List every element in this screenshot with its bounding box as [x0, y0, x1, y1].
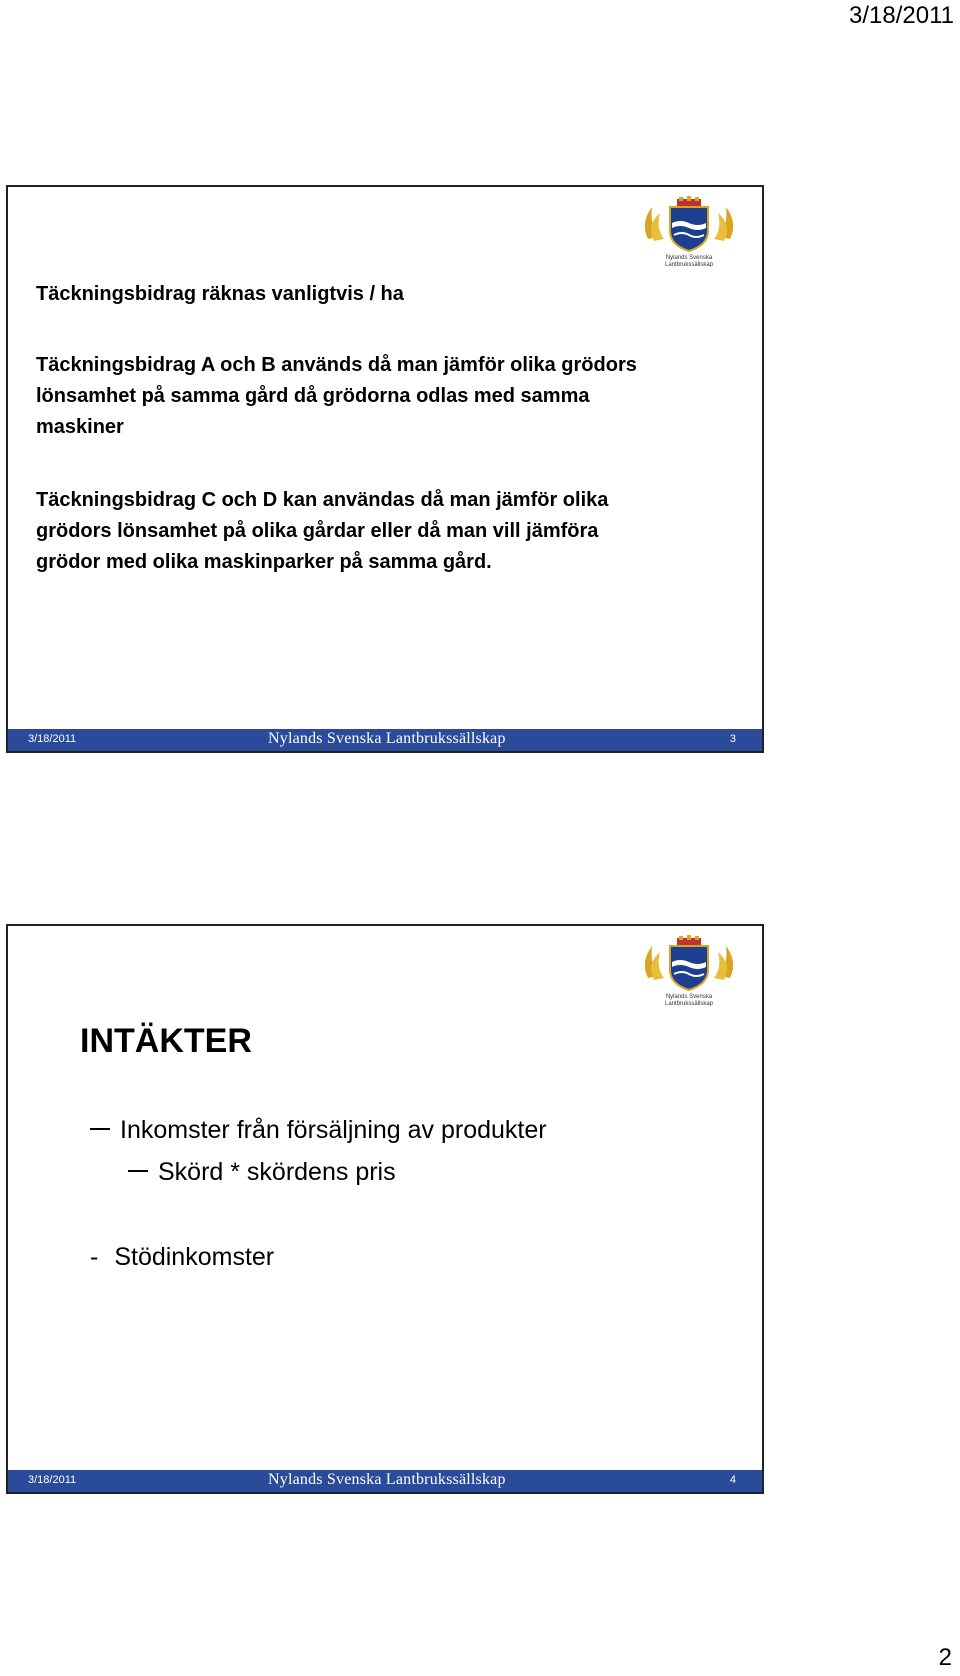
slide-footer	[8, 729, 762, 751]
slide-3-body	[36, 279, 738, 620]
paragraph-1: Täckningsbidrag räknas vanligtvis / ha	[36, 283, 404, 305]
footer-date: 3/18/2011	[28, 1474, 77, 1486]
hyphen-bullet-icon: -	[90, 1243, 99, 1271]
dash-bullet-icon	[128, 1170, 148, 1172]
footer-slide-number: 3	[729, 733, 736, 745]
logo-line2: Lantbrukssällskap	[664, 1001, 714, 1006]
bullet-text: Skörd * skördens pris	[158, 1158, 396, 1186]
footer-date: 3/18/2011	[28, 733, 77, 745]
bullet-text: Stödinkomster	[114, 1243, 275, 1271]
dash-bullet-icon	[90, 1128, 110, 1130]
page-date: 3/18/2011	[849, 2, 954, 29]
bullet-item	[90, 1116, 547, 1145]
logo-line1: Nylands Svenska	[665, 255, 713, 261]
bullet-item	[128, 1158, 396, 1187]
footer-slide-number: 4	[729, 1474, 736, 1486]
slide-3	[6, 185, 764, 753]
coat-of-arms-logo-icon	[634, 934, 744, 1006]
logo-line1: Nylands Svenska	[665, 994, 713, 1000]
bullet-item	[90, 1243, 274, 1272]
slide-title: INTÄKTER	[80, 1022, 252, 1060]
footer-organization: Nylands Svenska Lantbrukssällskap	[268, 730, 506, 747]
bullet-text: Inkomster från försäljning av produkter	[120, 1116, 547, 1144]
slide-4	[6, 924, 764, 1494]
paragraph-2: Täckningsbidrag A och B används då man jämför olika grödors lönsamhet på samma gård då grödorna odlas med samma maskiner	[36, 354, 637, 438]
page-number: 2	[938, 1644, 952, 1671]
footer-organization: Nylands Svenska Lantbrukssällskap	[268, 1471, 506, 1488]
paragraph-3: Täckningsbidrag C och D kan användas då man jämför olika grödors lönsamhet på olika gårdar eller då man vill jämföra grödor med olika maskinparker på samma gård.	[36, 489, 609, 573]
coat-of-arms-logo-icon	[634, 195, 744, 267]
logo-line2: Lantbrukssällskap	[664, 262, 714, 267]
slide-footer	[8, 1470, 762, 1492]
